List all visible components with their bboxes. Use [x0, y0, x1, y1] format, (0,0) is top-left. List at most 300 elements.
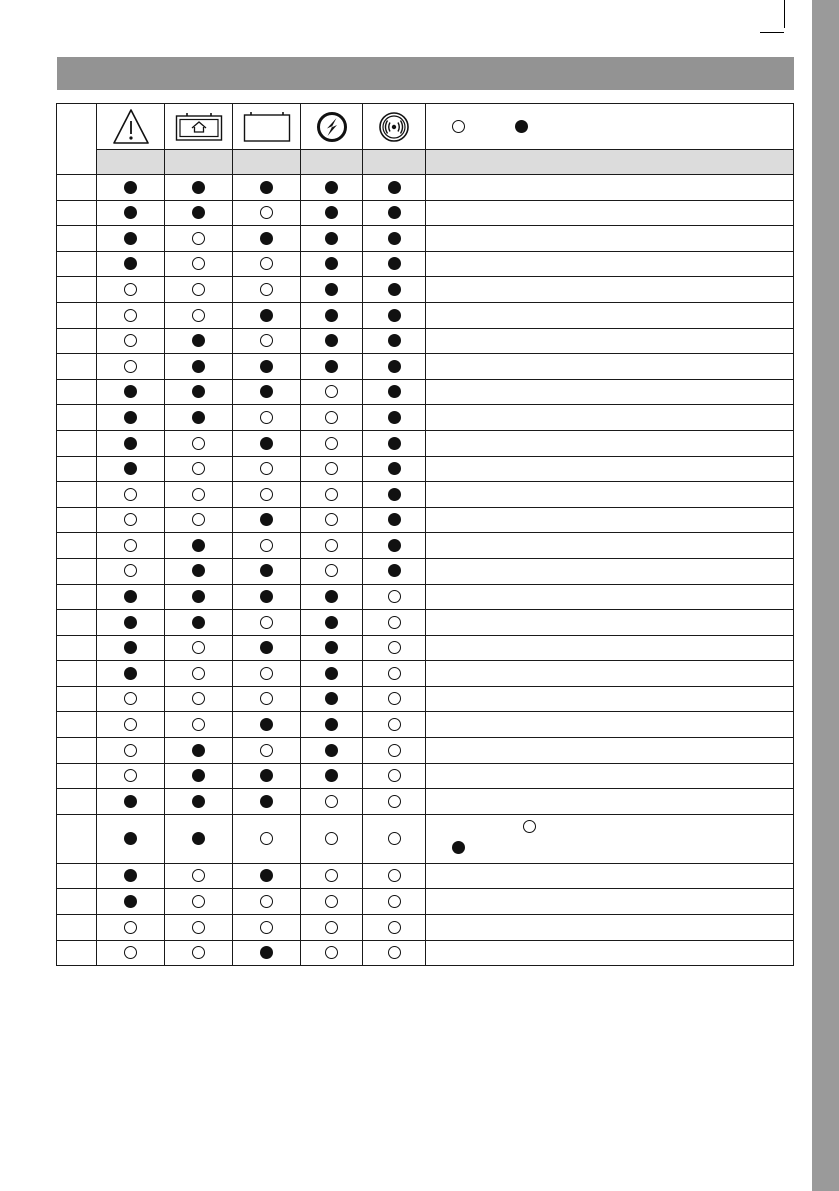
- row-label: [57, 814, 97, 863]
- row-label-header: [57, 104, 97, 175]
- indicator-on-dot: [260, 946, 273, 959]
- state-cell-blank: [233, 940, 301, 966]
- state-cell-signal: [363, 889, 426, 915]
- side-tab: [812, 0, 839, 1191]
- table-row: [57, 738, 794, 764]
- indicator-on-dot: [192, 744, 205, 757]
- row-description: [426, 507, 794, 533]
- state-cell-warning: [97, 610, 165, 636]
- state-cell-lightning: [301, 251, 363, 277]
- indicator-on-dot: [260, 718, 273, 731]
- state-cell-home: [165, 584, 233, 610]
- indicator-on-dot: [124, 181, 137, 194]
- indicator-off-dot: [192, 488, 205, 501]
- state-cell-signal: [363, 277, 426, 303]
- row-label: [57, 738, 97, 764]
- state-cell-lightning: [301, 354, 363, 380]
- table-row: [57, 302, 794, 328]
- row-label: [57, 940, 97, 966]
- indicator-off-dot: [124, 564, 137, 577]
- indicator-on-dot: [260, 232, 273, 245]
- state-cell-lightning: [301, 738, 363, 764]
- state-cell-home: [165, 328, 233, 354]
- indicator-off-dot: [124, 334, 137, 347]
- table-row: [57, 814, 794, 863]
- indicator-on-dot: [192, 616, 205, 629]
- indicator-on-dot: [124, 232, 137, 245]
- indicator-off-dot: [192, 921, 205, 934]
- indicator-off-dot: [325, 385, 338, 398]
- row-label: [57, 661, 97, 687]
- indicator-off-dot: [192, 437, 205, 450]
- state-cell-signal: [363, 635, 426, 661]
- indicator-on-dot: [124, 206, 137, 219]
- state-cell-blank: [233, 763, 301, 789]
- indicator-on-dot: [325, 769, 338, 782]
- indicator-off-dot: [388, 921, 401, 934]
- indicator-off-dot: [124, 692, 137, 705]
- indicator-off-dot: [325, 411, 338, 424]
- state-cell-signal: [363, 738, 426, 764]
- indicator-on-dot: [325, 641, 338, 654]
- indicator-on-dot: [388, 564, 401, 577]
- indicator-off-dot: [388, 692, 401, 705]
- row-label: [57, 354, 97, 380]
- indicator-on-dot: [192, 385, 205, 398]
- indicator-on-dot: [124, 462, 137, 475]
- legend-cell: [426, 104, 794, 150]
- crop-mark-left: [760, 32, 784, 33]
- indicator-off-dot: [260, 411, 273, 424]
- table-row: [57, 686, 794, 712]
- row-label: [57, 889, 97, 915]
- indicator-on-dot: [325, 718, 338, 731]
- indicator-off-dot: [192, 513, 205, 526]
- state-cell-blank: [233, 558, 301, 584]
- row-description: [426, 738, 794, 764]
- row-description: [426, 863, 794, 889]
- header-lightning: [301, 104, 363, 150]
- indicator-on-dot: [325, 334, 338, 347]
- indicator-off-dot: [388, 895, 401, 908]
- indicator-on-dot: [325, 692, 338, 705]
- row-description: [426, 328, 794, 354]
- state-cell-blank: [233, 610, 301, 636]
- state-cell-warning: [97, 738, 165, 764]
- table-row: [57, 456, 794, 482]
- indicator-on-dot: [124, 869, 137, 882]
- indicator-off-dot: [388, 667, 401, 680]
- state-cell-lightning: [301, 789, 363, 815]
- state-cell-warning: [97, 915, 165, 941]
- state-cell-warning: [97, 507, 165, 533]
- state-cell-lightning: [301, 889, 363, 915]
- indicator-off-dot: [388, 832, 401, 845]
- state-cell-lightning: [301, 328, 363, 354]
- state-cell-blank: [233, 430, 301, 456]
- row-description: [426, 635, 794, 661]
- indicator-on-dot: [325, 590, 338, 603]
- state-cell-blank: [233, 915, 301, 941]
- state-cell-blank: [233, 533, 301, 559]
- table-row: [57, 940, 794, 966]
- row-label: [57, 430, 97, 456]
- indicator-off-dot: [325, 795, 338, 808]
- state-cell-home: [165, 200, 233, 226]
- state-cell-warning: [97, 379, 165, 405]
- state-cell-lightning: [301, 635, 363, 661]
- row-description: [426, 686, 794, 712]
- table-row: [57, 915, 794, 941]
- state-cell-signal: [363, 661, 426, 687]
- state-cell-home: [165, 379, 233, 405]
- state-cell-signal: [363, 584, 426, 610]
- indicator-on-dot: [124, 667, 137, 680]
- inline-off-dot: [523, 820, 536, 833]
- indicator-off-dot: [192, 667, 205, 680]
- indicator-on-dot: [388, 462, 401, 475]
- indicator-on-dot: [260, 360, 273, 373]
- indicator-off-dot: [192, 718, 205, 731]
- state-cell-lightning: [301, 686, 363, 712]
- indicator-off-dot: [260, 692, 273, 705]
- table-row: [57, 175, 794, 201]
- state-cell-warning: [97, 584, 165, 610]
- table-row: [57, 558, 794, 584]
- state-cell-blank: [233, 738, 301, 764]
- subheader-lightning: [301, 150, 363, 175]
- indicator-off-dot: [124, 539, 137, 552]
- blank-screen-icon: [243, 111, 291, 143]
- row-description: [426, 277, 794, 303]
- table-row: [57, 200, 794, 226]
- indicator-off-dot: [124, 946, 137, 959]
- state-cell-signal: [363, 789, 426, 815]
- state-cell-signal: [363, 405, 426, 431]
- row-label: [57, 789, 97, 815]
- row-label: [57, 175, 97, 201]
- state-cell-blank: [233, 789, 301, 815]
- row-label: [57, 558, 97, 584]
- state-cell-warning: [97, 175, 165, 201]
- row-description: [426, 482, 794, 508]
- header-warning: [97, 104, 165, 150]
- state-cell-lightning: [301, 814, 363, 863]
- indicator-on-dot: [325, 667, 338, 680]
- row-description: [426, 302, 794, 328]
- row-description: [426, 558, 794, 584]
- indicator-on-dot: [260, 309, 273, 322]
- warning-triangle-icon: [111, 107, 151, 147]
- indicator-on-dot: [388, 360, 401, 373]
- indicator-off-dot: [260, 667, 273, 680]
- state-cell-blank: [233, 889, 301, 915]
- state-cell-blank: [233, 456, 301, 482]
- subheader-blank: [233, 150, 301, 175]
- indicator-on-dot: [325, 257, 338, 270]
- table-row: [57, 712, 794, 738]
- state-cell-lightning: [301, 712, 363, 738]
- state-cell-signal: [363, 863, 426, 889]
- state-cell-lightning: [301, 277, 363, 303]
- state-cell-blank: [233, 200, 301, 226]
- indicator-on-dot: [124, 385, 137, 398]
- table-row: [57, 863, 794, 889]
- indicator-on-dot: [192, 206, 205, 219]
- wireless-signal-icon: [378, 111, 410, 143]
- indicator-on-dot: [388, 257, 401, 270]
- state-cell-home: [165, 789, 233, 815]
- indicator-on-dot: [325, 283, 338, 296]
- row-description: [426, 712, 794, 738]
- state-cell-lightning: [301, 940, 363, 966]
- state-cell-home: [165, 814, 233, 863]
- state-cell-lightning: [301, 584, 363, 610]
- indicator-off-dot: [124, 513, 137, 526]
- state-cell-signal: [363, 507, 426, 533]
- indicator-off-dot: [325, 462, 338, 475]
- state-cell-signal: [363, 302, 426, 328]
- state-cell-signal: [363, 430, 426, 456]
- state-cell-blank: [233, 863, 301, 889]
- row-label: [57, 405, 97, 431]
- indicator-on-dot: [124, 616, 137, 629]
- table-row: [57, 507, 794, 533]
- state-cell-blank: [233, 175, 301, 201]
- section-header-bar: [57, 57, 794, 90]
- state-cell-lightning: [301, 226, 363, 252]
- state-cell-home: [165, 610, 233, 636]
- indicator-on-dot: [192, 564, 205, 577]
- lightning-circle-icon: [316, 111, 348, 143]
- indicator-off-dot: [260, 921, 273, 934]
- indicator-on-dot: [192, 411, 205, 424]
- indicator-off-dot: [124, 283, 137, 296]
- indicator-off-dot: [260, 257, 273, 270]
- state-cell-home: [165, 251, 233, 277]
- state-cell-home: [165, 430, 233, 456]
- row-description: [426, 814, 794, 863]
- header-signal: [363, 104, 426, 150]
- indicator-off-dot: [260, 488, 273, 501]
- indicator-off-dot: [325, 437, 338, 450]
- indicator-off-dot: [260, 744, 273, 757]
- indicator-off-dot: [388, 590, 401, 603]
- subheader-signal: [363, 150, 426, 175]
- indicator-off-dot: [325, 564, 338, 577]
- row-label: [57, 226, 97, 252]
- state-cell-signal: [363, 763, 426, 789]
- indicator-on-dot: [260, 769, 273, 782]
- state-cell-lightning: [301, 379, 363, 405]
- row-label: [57, 507, 97, 533]
- table-row: [57, 379, 794, 405]
- state-cell-warning: [97, 940, 165, 966]
- indicator-on-dot: [388, 513, 401, 526]
- indicator-off-dot: [325, 513, 338, 526]
- table-row: [57, 354, 794, 380]
- indicator-on-dot: [325, 232, 338, 245]
- state-cell-blank: [233, 354, 301, 380]
- state-cell-blank: [233, 712, 301, 738]
- indicator-on-dot: [388, 539, 401, 552]
- state-cell-blank: [233, 302, 301, 328]
- state-cell-blank: [233, 405, 301, 431]
- state-cell-signal: [363, 328, 426, 354]
- state-cell-signal: [363, 712, 426, 738]
- state-cell-home: [165, 226, 233, 252]
- state-cell-blank: [233, 379, 301, 405]
- indicator-on-dot: [124, 895, 137, 908]
- state-cell-warning: [97, 686, 165, 712]
- state-cell-lightning: [301, 533, 363, 559]
- state-cell-warning: [97, 789, 165, 815]
- state-cell-home: [165, 915, 233, 941]
- row-label: [57, 302, 97, 328]
- state-cell-home: [165, 940, 233, 966]
- row-description: [426, 915, 794, 941]
- state-cell-home: [165, 277, 233, 303]
- row-description: [426, 379, 794, 405]
- indicator-on-dot: [192, 181, 205, 194]
- indicator-on-dot: [388, 488, 401, 501]
- indicator-on-dot: [260, 513, 273, 526]
- indicator-off-dot: [192, 232, 205, 245]
- indicator-on-dot: [388, 181, 401, 194]
- indicator-on-dot: [124, 437, 137, 450]
- indicator-on-dot: [325, 616, 338, 629]
- row-description: [426, 889, 794, 915]
- state-cell-blank: [233, 251, 301, 277]
- state-cell-lightning: [301, 456, 363, 482]
- indicator-on-dot: [260, 564, 273, 577]
- indicator-off-dot: [192, 462, 205, 475]
- state-cell-warning: [97, 354, 165, 380]
- indicator-off-dot: [124, 769, 137, 782]
- legend-on-dot: [515, 120, 528, 133]
- indicator-off-dot: [260, 462, 273, 475]
- row-label: [57, 584, 97, 610]
- state-cell-blank: [233, 482, 301, 508]
- table-row: [57, 635, 794, 661]
- inline-on-dot: [452, 841, 465, 854]
- subheader-home: [165, 150, 233, 175]
- row-description: [426, 200, 794, 226]
- indicator-on-dot: [260, 181, 273, 194]
- state-cell-warning: [97, 863, 165, 889]
- indicator-on-dot: [260, 641, 273, 654]
- row-label: [57, 482, 97, 508]
- indicator-off-dot: [260, 334, 273, 347]
- indicator-off-dot: [325, 869, 338, 882]
- table-row: [57, 763, 794, 789]
- state-cell-lightning: [301, 175, 363, 201]
- state-cell-warning: [97, 533, 165, 559]
- row-description: [426, 789, 794, 815]
- state-cell-blank: [233, 328, 301, 354]
- state-cell-warning: [97, 635, 165, 661]
- indicator-on-dot: [325, 181, 338, 194]
- state-cell-blank: [233, 635, 301, 661]
- row-description: [426, 226, 794, 252]
- indicator-on-dot: [388, 334, 401, 347]
- indicator-on-dot: [260, 590, 273, 603]
- state-cell-signal: [363, 533, 426, 559]
- state-cell-lightning: [301, 507, 363, 533]
- indicator-off-dot: [388, 769, 401, 782]
- state-cell-warning: [97, 277, 165, 303]
- indicator-off-dot: [192, 309, 205, 322]
- row-label: [57, 610, 97, 636]
- state-cell-warning: [97, 814, 165, 863]
- row-description: [426, 405, 794, 431]
- state-cell-signal: [363, 175, 426, 201]
- row-label: [57, 635, 97, 661]
- state-cell-warning: [97, 712, 165, 738]
- table-row: [57, 661, 794, 687]
- state-cell-signal: [363, 200, 426, 226]
- indicator-on-dot: [388, 385, 401, 398]
- state-cell-warning: [97, 482, 165, 508]
- indicator-off-dot: [325, 832, 338, 845]
- state-cell-warning: [97, 430, 165, 456]
- indicator-off-dot: [124, 360, 137, 373]
- state-cell-home: [165, 533, 233, 559]
- indicator-off-dot: [388, 718, 401, 731]
- indicator-off-dot: [124, 718, 137, 731]
- row-label: [57, 200, 97, 226]
- indicator-on-dot: [325, 744, 338, 757]
- indicator-off-dot: [325, 895, 338, 908]
- indicator-on-dot: [124, 795, 137, 808]
- row-label: [57, 277, 97, 303]
- table-row: [57, 226, 794, 252]
- indicator-off-dot: [124, 488, 137, 501]
- indicator-off-dot: [260, 832, 273, 845]
- state-cell-warning: [97, 456, 165, 482]
- state-cell-lightning: [301, 661, 363, 687]
- row-description: [426, 940, 794, 966]
- state-cell-lightning: [301, 430, 363, 456]
- indicator-on-dot: [260, 385, 273, 398]
- state-cell-home: [165, 507, 233, 533]
- indicator-off-dot: [325, 539, 338, 552]
- indicator-on-dot: [192, 539, 205, 552]
- row-label: [57, 456, 97, 482]
- state-cell-blank: [233, 814, 301, 863]
- state-cell-home: [165, 863, 233, 889]
- indicator-on-dot: [388, 437, 401, 450]
- state-cell-blank: [233, 277, 301, 303]
- home-screen-icon: [175, 112, 223, 142]
- indicator-on-dot: [388, 309, 401, 322]
- indicator-on-dot: [124, 641, 137, 654]
- state-cell-home: [165, 175, 233, 201]
- row-description: [426, 354, 794, 380]
- indicator-on-dot: [260, 437, 273, 450]
- state-cell-home: [165, 712, 233, 738]
- state-cell-warning: [97, 889, 165, 915]
- description-header: [426, 150, 794, 175]
- state-cell-home: [165, 763, 233, 789]
- state-cell-blank: [233, 584, 301, 610]
- table-row: [57, 482, 794, 508]
- state-cell-lightning: [301, 200, 363, 226]
- indicator-off-dot: [260, 539, 273, 552]
- indicator-on-dot: [124, 411, 137, 424]
- indicator-on-dot: [325, 206, 338, 219]
- state-cell-lightning: [301, 482, 363, 508]
